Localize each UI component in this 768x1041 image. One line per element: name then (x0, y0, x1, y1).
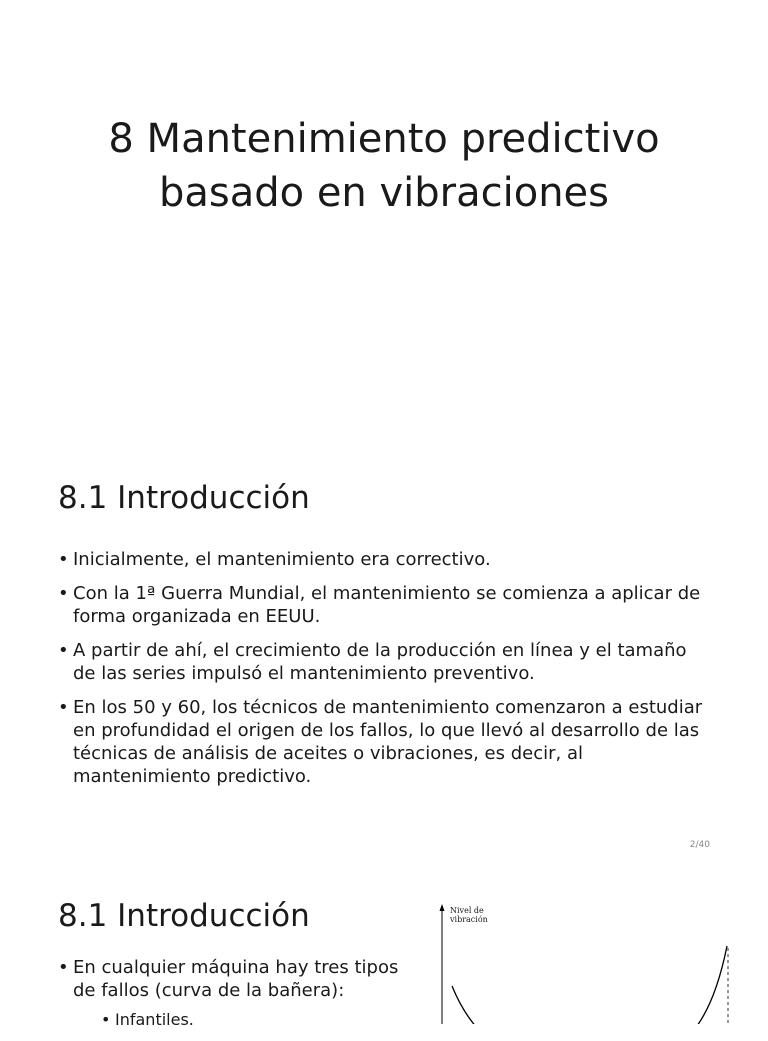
slide-heading: 8.1 Introducción (58, 898, 310, 934)
intro-slide (0, 450, 768, 860)
bullet-item: • Con la 1ª Guerra Mundial, el mantenimiento se comienza a aplicar de forma organizada en EEUU. (58, 582, 708, 628)
bullet-item: • Inicialmente, el mantenimiento era correctivo. (58, 548, 708, 571)
y-axis-arrow (440, 904, 445, 911)
page-number: 2/40 (689, 840, 710, 850)
bullet-item: • En los 50 y 60, los técnicos de mantenimiento comenzaron a estudiar en profundidad el origen de los fallos, lo que llevó al desarrollo de las técnicas de análisis de aceites o vibraciones, es decir, al mantenimiento predictivo. (58, 696, 708, 788)
bullet-item (58, 956, 408, 1030)
sub-bullet-list (101, 1010, 408, 1030)
slide-title-line-2: basado en vibraciones (158, 170, 610, 216)
bullet-item: • A partir de ahí, el crecimiento de la producción en línea y el tamaño de las series impulsó el mantenimiento preventivo. (58, 639, 708, 685)
bathtub-curve (452, 946, 727, 1024)
sub-bullet-item: • Infantiles. (101, 1010, 408, 1030)
y-axis-label-line-1: Nivel de (450, 906, 484, 915)
bathtub-slide (0, 870, 768, 1029)
bullet-text: En cualquier máquina hay tres tipos de fallos (curva de la bañera): (73, 957, 399, 1001)
bathtub-curve-graph (430, 900, 740, 1024)
slide-title (0, 112, 768, 220)
bullet-list (58, 956, 408, 1041)
bullet-list (58, 548, 708, 799)
title-slide (0, 0, 768, 420)
slide-heading: 8.1 Introducción (58, 480, 310, 516)
y-axis-label (450, 906, 488, 924)
slide-title-line-1: 8 Mantenimiento predictivo (108, 116, 660, 162)
y-axis-label-line-2: vibración (450, 915, 488, 924)
